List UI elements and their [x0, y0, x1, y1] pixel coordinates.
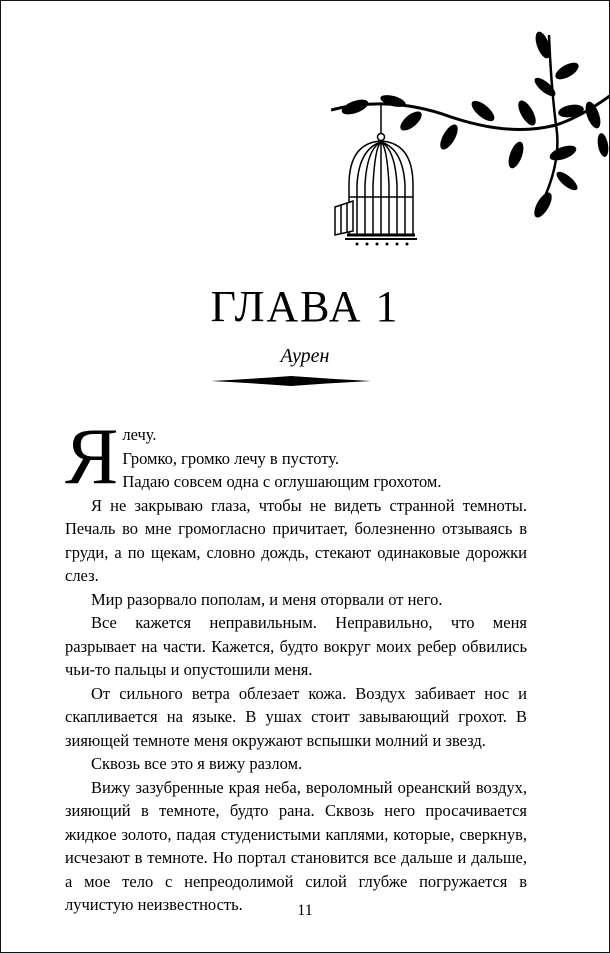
- opening-line: Падаю совсем одна с оглушающим грохотом.: [122, 472, 442, 491]
- paragraph: Сквозь все это я вижу разлом.: [91, 754, 303, 773]
- paragraph: Все кажется неправильным. Неправильно, что меня разрывает на части. Кажется, будто вокруг моих ребер обвились чьи-то пальцы и опустошили меня.: [65, 613, 527, 679]
- paragraph: Мир разорвало пополам, и меня оторвали от него.: [91, 589, 443, 609]
- opening-line: лечу.: [122, 425, 157, 444]
- chapter-title: ГЛАВА 1: [210, 282, 400, 331]
- page-number: 11: [297, 902, 313, 919]
- drop-cap: Я: [65, 413, 119, 501]
- ornamental-divider-icon: [211, 373, 371, 389]
- paragraph: От сильного ветра облезает кожа. Воздух забивает нос и скапливается на языке. В ушах стоит завывающий грохот. В зияющей темноте меня окружают вспышки молний и звезд.: [65, 683, 527, 750]
- paragraph: Вижу зазубренные края неба, вероломный ореанский воздух, зияющий в темноте, будто рана. Сквозь него просачивается жидкое золото, падая студенистыми каплями, которые, сверкнув, исчезают в темноте. Но портал становится все дальше и дальше, а мое тело с непреодолимой силой глубже погружается в лучистую неизвестность.: [65, 777, 527, 914]
- paragraph: Я не закрываю глаза, чтобы не видеть странной темноты. Печаль во мне громогласно причитает, болезненно отзываясь в груди, а по щекам, словно дождь, стекают одинаковые дорожки слез.: [65, 495, 527, 585]
- opening-line: Громко, громко лечу в пустоту.: [122, 448, 339, 468]
- chapter-body: [65, 413, 527, 917]
- chapter-subtitle: Аурен: [280, 345, 330, 367]
- birdcage-branch-icon: [331, 25, 610, 255]
